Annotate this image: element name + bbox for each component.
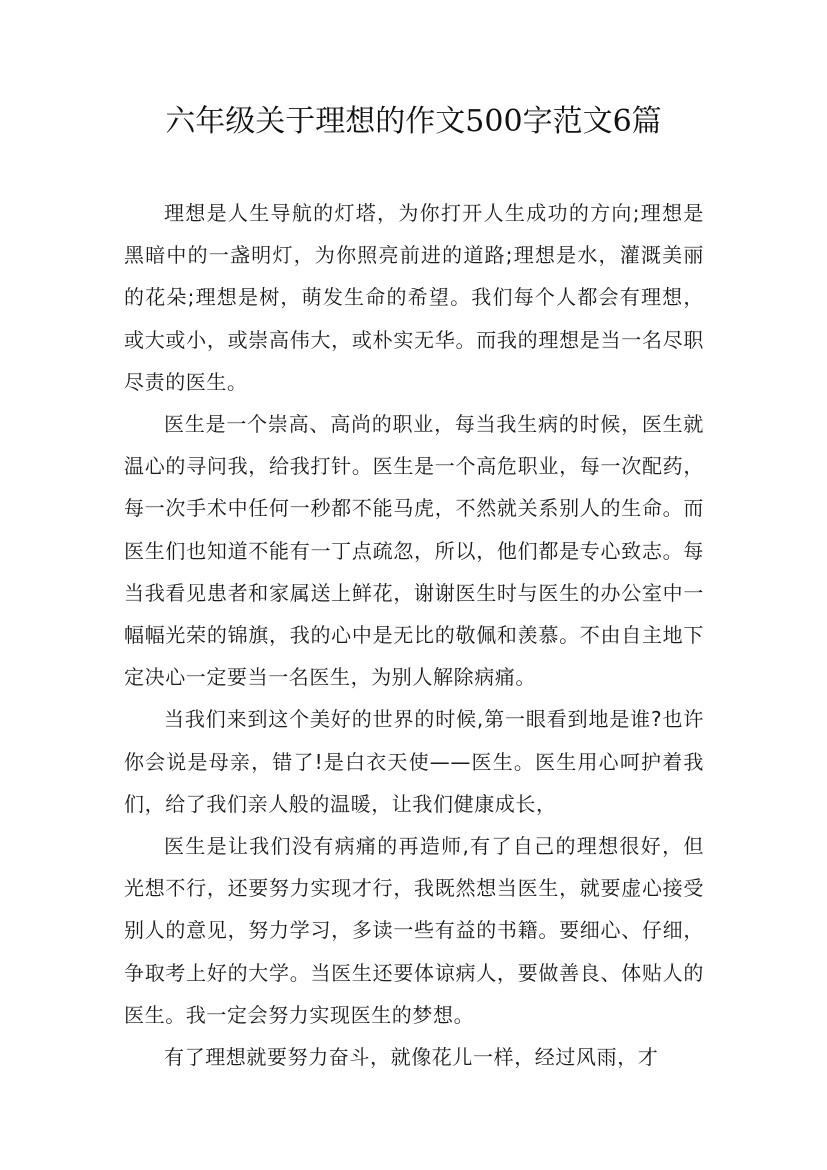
document-title: 六年级关于理想的作文500字范文6篇 <box>165 104 662 139</box>
paragraph-2: 医生是一个崇高、高尚的职业，每当我生病的时候，医生就温心的寻问我，给我打针。医生是一个高危职业，每一次配药，每一次手术中任何一秒都不能马虎，不然就关系别人的生命。而医生们也知道不能有一丁点疏忽，所以，他们都是专心致志。每当我看见患者和家属送上鲜花，谢谢医生时与医生的办公室中一幅幅光荣的锦旗，我的心中是无比的敬佩和羡慕。不由自主地下定决心一定要当一名医生，为别人解除病痛。 <box>124 412 704 690</box>
paragraph-4: 医生是让我们没有病痛的再造师,有了自己的理想很好，但光想不行，还要努力实现才行，我既然想当医生，就要虚心接受别人的意见，努力学习，多读一些有益的书籍。要细心、仔细，争取考上好的大学。当医生还要体谅病人，要做善良、体贴人的医生。我一定会努力实现医生的梦想。 <box>124 834 704 1027</box>
paragraph-3: 当我们来到这个美好的世界的时候,第一眼看到地是谁?也许你会说是母亲，错了!是白衣天使——医生。医生用心呵护着我们，给了我们亲人般的温暖，让我们健康成长， <box>124 707 704 816</box>
document-body <box>124 192 704 1078</box>
paragraph-1: 理想是人生导航的灯塔，为你打开人生成功的方向;理想是黑暗中的一盏明灯，为你照亮前进的道路;理想是水，灌溉美丽的花朵;理想是树，萌发生命的希望。我们每个人都会有理想，或大或小，或崇高伟大，或朴实无华。而我的理想是当一名尽职尽责的医生。 <box>124 201 704 394</box>
paragraph-5: 有了理想就要努力奋斗，就像花儿一样，经过风雨，才 <box>164 1045 659 1070</box>
